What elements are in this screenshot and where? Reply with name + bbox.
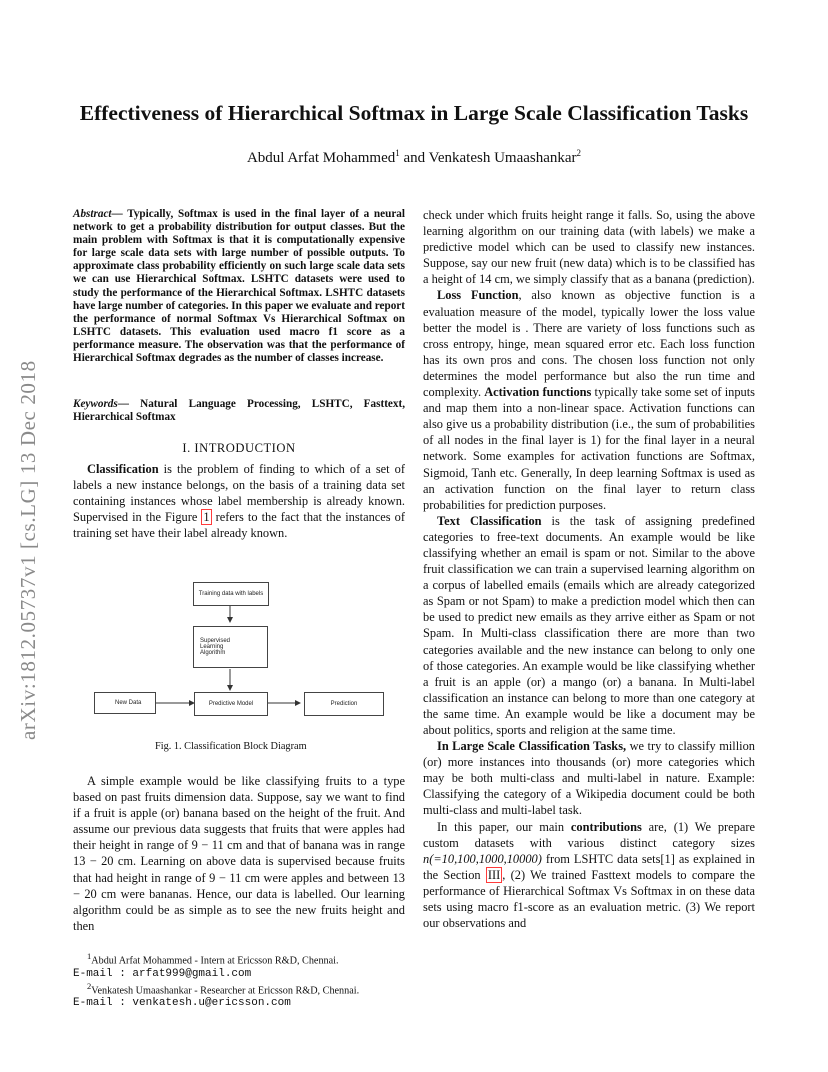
- box-new-data-label: New Data: [115, 700, 142, 706]
- term-loss-function: Loss Function: [437, 288, 519, 303]
- footnotes: [73, 950, 405, 1010]
- paper-title: Effectiveness of Hierarchical Softmax in Large Scale Classification Tasks: [79, 101, 749, 125]
- section-heading-introduction: I. INTRODUCTION: [182, 441, 296, 455]
- activation-text: typically take some set of inputs and map them into a non-linear space. Activation functions can also give us a probability distribution (i.e., the sum of probabilities of all nodes in the final layer is 1) for the final layer in a neural network. Some examples for activation functions are Softmax, Sigmoid, Tanh etc. Generally, In deep learning Softmax is used as an activation function on the final layer to return class probabilities for prediction purposes.: [423, 385, 756, 512]
- footnote-1: Abdul Arfat Mohammed - Intern at Ericsson R&D, Chennai.: [91, 955, 339, 967]
- keywords: [73, 398, 405, 424]
- intro-p1-text: is the problem of finding to which of a set of labels a new instance belongs, on the basis of a training data set containing instances whose label membership is already known. Supervised in the Figure: [73, 462, 405, 525]
- contrib-c: , (2) We trained Fasttext models to compare the performance of Hierarchical Softmax Vs Softmax in on these data sets using macro f1-score as an evaluation metric. (3) We report our observations and: [423, 867, 755, 931]
- abstract-label: Abstract: [73, 208, 112, 220]
- figure-ref-link[interactable]: 1: [203, 510, 210, 525]
- intro-p2-text: A simple example would be like classifying fruits to a type based on past fruits dimension data. Suppose, say we want to find if a fruit is apple (or) banana based on the height of the fruit. And assume our previous data suggests that fruits that were apples had their height in range of 9 − 11 cm and that of banana was in range 13 − 20 cm. Learning on above data is supervised because fruits that had height in range of 9 − 11 cm were apples and between 13 − 20 cm were bananas. Hence, our data is labelled. Our learning algorithm could be as simple as to see the new fruits height and then: [73, 774, 405, 933]
- contrib-b: from LSHTC data sets[1] as explained in the Section: [423, 851, 755, 882]
- footnote-2-email[interactable]: E-mail : venkatesh.u@ericsson.com: [73, 997, 291, 1010]
- loss-text: , also known as objective function is a evaluation measure of the model, typically lower the loss value better the model is . There are variety of loss functions such as cross entropy, hinge, mean squared error etc. Each loss function has its own pros and cons. The chosen loss function not only determines the model performance but also the run time and complexity.: [423, 288, 755, 400]
- box-new-data: [94, 692, 156, 714]
- intro-paragraph-2: [73, 773, 405, 934]
- intro-p1-end: refers to the fact that the instances of training set have their label already known.: [73, 510, 405, 541]
- term-contributions: contributions: [570, 819, 642, 834]
- footnote-1-email[interactable]: E-mail : arfat999@gmail.com: [73, 967, 252, 980]
- figure-caption: Fig. 1. Classification Block Diagram: [155, 741, 307, 752]
- author-conjunction: and: [403, 150, 426, 166]
- box-training-data: [193, 582, 269, 606]
- box-prediction: [304, 692, 384, 716]
- box-prediction-label: Prediction: [330, 701, 358, 707]
- section-ref-link[interactable]: III: [487, 867, 501, 882]
- text-classification-paragraph: [423, 513, 755, 738]
- large-scale-text: we try to classify million (or) more instances into thousands (or) more categories which may be both multi-class and multi-label in nature. Example: Classifying the category of a Wikipedia document could be both multi-class and multi-label task.: [423, 739, 755, 818]
- box-supervised-label: Supervised Learning Algorithm: [200, 638, 231, 656]
- author-1: Abdul Arfat Mohammed: [246, 150, 396, 166]
- box-predictive-label: Predictive Model: [208, 701, 254, 707]
- footnote-2-mark: 2: [87, 980, 92, 991]
- text-classification-text: is the task of assigning predefined categories to free-text documents. An example would be like classifying whether an email is spam or not. Similar to the above fruit classification we can train a supervised learning algorithm on a corpus of labelled emails (emails which are already categorized as Spam or not Spam) to make a prediction model which then can be used to predict new emails as they arrive either as Spam or not Spam. In Multi-class classification there are more than two categories available and the new instance can belong to only one of those categories. An example would be like classifying whether a fruit is an apple (or) a mango (or) a banana. In Multi-label classification an instance can belong to more than one category at the same time. An example would be like a document may be about politics, sports and religion at the same time.: [423, 513, 755, 737]
- arxiv-stamp: arXiv:1812.05737v1 [cs.LG] 13 Dec 2018: [16, 360, 40, 740]
- contributions-paragraph: [423, 819, 755, 932]
- author-2: Venkatesh Umaashankar: [428, 150, 577, 166]
- term-activation-functions: Activation functions: [484, 385, 592, 400]
- author-line: [0, 148, 828, 167]
- term-text-classification: Text Classification: [437, 513, 542, 528]
- abstract: [73, 208, 405, 365]
- author-1-mark: 1: [395, 148, 400, 158]
- intro-paragraph-1: [73, 461, 405, 541]
- large-scale-paragraph: [423, 738, 755, 818]
- contrib-sizes: n(=10,100,1000,10000): [423, 851, 542, 866]
- box-supervised-algorithm: [193, 626, 268, 668]
- contrib-a: are, (1) We prepare custom datasets with various distinct category sizes: [423, 819, 755, 850]
- keywords-text: — Natural Language Processing, LSHTC, Fasttext, Hierarchical Softmax: [73, 398, 405, 424]
- term-classification: Classification: [87, 462, 159, 476]
- box-predictive-model: [194, 692, 268, 716]
- loss-paragraph: [423, 287, 755, 512]
- right-p0: check under which fruits height range it falls. So, using the above learning algorithm on our training data (with labels) we make a predictive model which can be used to classify new instances. Suppose, say our new fruit (new data) which is to be classified has a height of 14 cm, we simply classify that as a banana (prediction).: [423, 208, 755, 287]
- abstract-text: — Typically, Softmax is used in the final layer of a neural network to get a probability distribution for output classes. But the main problem with Softmax is that it is computationally expensive for large scale data sets with large number of possible outputs. To approximate class probability efficiently on such large scale data sets we can use Hierarchical Softmax. LSHTC datasets were used to study the performance of the Hierarchical Softmax. LSHTC datasets have large number of categories. In this paper we evaluate and report the performance of normal Softmax Vs Hierarchical Softmax on LSHTC datasets. This evaluation used macro f1 score as a performance measure. The observation was that the performance of Hierarchical Softmax degrades as the number of classes increase.: [73, 208, 405, 365]
- author-2-mark: 2: [576, 148, 582, 158]
- right-column: [423, 207, 755, 931]
- term-large-scale: In Large Scale Classification Tasks,: [437, 739, 627, 754]
- footnote-2: Venkatesh Umaashankar - Researcher at Ericsson R&D, Chennai.: [91, 985, 360, 997]
- box-training-label: Training data with labels: [198, 591, 264, 597]
- contrib-start: In this paper, our main: [437, 819, 571, 834]
- footnote-1-mark: 1: [87, 951, 92, 961]
- keywords-label: Keywords: [73, 398, 118, 410]
- classification-block-diagram: [90, 582, 410, 722]
